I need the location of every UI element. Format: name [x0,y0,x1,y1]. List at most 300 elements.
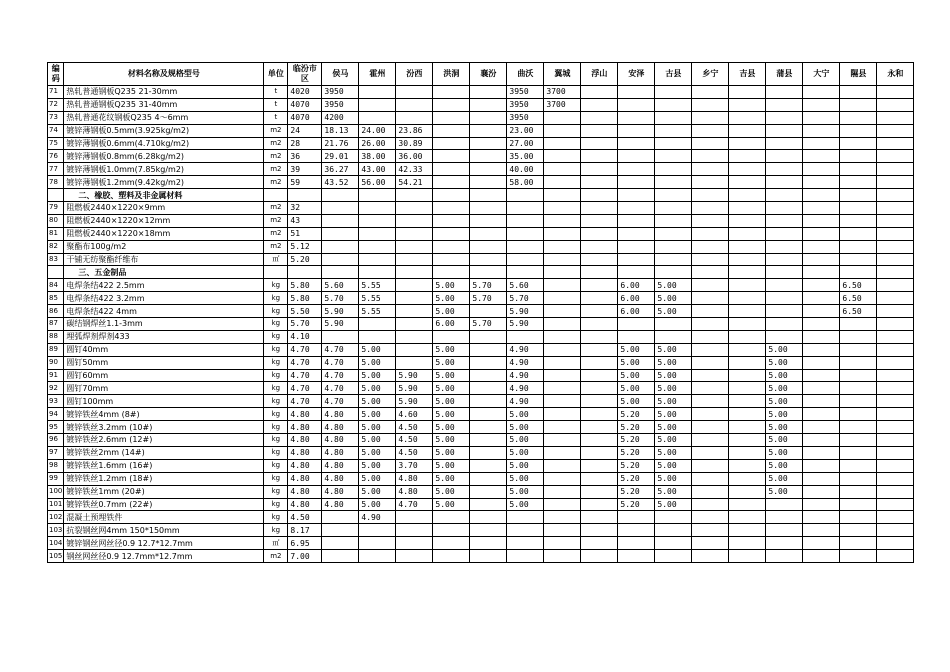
price-cell [840,550,877,563]
table-cell [618,189,655,202]
price-cell [581,369,618,382]
price-cell: 5.00 [359,485,396,498]
price-cell: 59 [288,176,322,189]
table-cell [766,189,803,202]
material-name: 混凝土预埋铁件 [64,511,264,524]
price-cell [396,86,433,99]
price-cell [655,111,692,124]
price-cell: 4.70 [322,382,359,395]
price-cell [544,150,581,163]
price-cell [433,227,470,240]
material-name: 圆钉100mm [64,395,264,408]
price-cell: 5.00 [766,485,803,498]
item-code: 98 [48,459,64,472]
price-cell [840,163,877,176]
item-code: 104 [48,537,64,550]
price-cell: 5.00 [766,369,803,382]
unit-cell: kg [264,382,288,395]
price-cell: 5.90 [396,382,433,395]
price-cell [655,240,692,253]
table-row [48,98,914,111]
price-cell [581,176,618,189]
price-cell [803,98,840,111]
material-name: 镀锌铁丝4mm (8#) [64,408,264,421]
price-cell: 5.00 [359,446,396,459]
price-cell [544,446,581,459]
price-cell [840,382,877,395]
price-cell: 5.00 [655,446,692,459]
price-cell: 5.00 [359,459,396,472]
material-name: 阻燃板2440×1220×9mm [64,202,264,215]
price-cell [544,227,581,240]
table-cell [692,189,729,202]
price-cell [618,253,655,266]
price-cell [618,537,655,550]
unit-cell: kg [264,318,288,331]
price-cell [618,227,655,240]
price-cell [692,382,729,395]
price-cell [803,434,840,447]
material-name: 镀锌薄钢板0.5mm(3.925kg/m2) [64,124,264,137]
price-cell [729,150,766,163]
column-header: 隰县 [840,63,877,86]
price-cell [877,240,914,253]
price-cell: 43.52 [322,176,359,189]
price-cell [470,421,507,434]
item-code: 94 [48,408,64,421]
price-cell [803,318,840,331]
price-cell [655,253,692,266]
material-name: 圆钉50mm [64,356,264,369]
price-cell [581,214,618,227]
price-cell [877,498,914,511]
column-header: 单位 [264,63,288,86]
price-cell [840,446,877,459]
column-header: 古县 [655,63,692,86]
price-cell [692,537,729,550]
price-cell [840,330,877,343]
table-cell [470,189,507,202]
price-cell: 4.90 [507,382,544,395]
price-cell: 4.90 [507,395,544,408]
price-cell [692,356,729,369]
price-cell: 4.70 [288,395,322,408]
price-cell [877,550,914,563]
price-cell [877,524,914,537]
price-cell: 5.70 [507,292,544,305]
item-code: 72 [48,98,64,111]
material-name: 镀锌铁丝3.2mm (10#) [64,421,264,434]
price-cell [655,318,692,331]
price-cell [544,292,581,305]
item-code: 102 [48,511,64,524]
price-cell: 58.00 [507,176,544,189]
price-cell: 5.00 [359,434,396,447]
price-cell [581,408,618,421]
price-cell [766,537,803,550]
unit-cell: m2 [264,163,288,176]
price-cell: 3950 [507,111,544,124]
price-cell: 36.27 [322,163,359,176]
price-cell: 3950 [507,86,544,99]
table-row [48,305,914,318]
price-cell [544,369,581,382]
material-name: 镀锌薄钢板1.0mm(7.85kg/m2) [64,163,264,176]
material-name: 镀锌薄钢板0.8mm(6.28kg/m2) [64,150,264,163]
price-cell [692,434,729,447]
price-cell: 3950 [322,86,359,99]
table-cell [729,266,766,279]
price-cell: 5.20 [618,434,655,447]
price-cell: 5.00 [433,421,470,434]
material-name: 钢丝网丝径0.9 12.7mm*12.7mm [64,550,264,563]
price-cell: 5.20 [618,446,655,459]
item-code: 103 [48,524,64,537]
price-cell [803,305,840,318]
price-cell [581,485,618,498]
price-cell: 56.00 [359,176,396,189]
price-cell [766,305,803,318]
price-cell [544,395,581,408]
price-cell: 5.80 [288,279,322,292]
price-cell: 4.80 [322,498,359,511]
price-cell [396,240,433,253]
price-cell: 5.00 [655,292,692,305]
price-cell [877,227,914,240]
price-cell [322,227,359,240]
price-cell: 5.00 [766,459,803,472]
price-cell: 39 [288,163,322,176]
price-cell: 5.00 [766,356,803,369]
price-cell [766,86,803,99]
price-cell [470,111,507,124]
price-cell: 4.80 [322,421,359,434]
price-cell [840,318,877,331]
material-name: 电焊条结422 4mm [64,305,264,318]
price-cell [322,214,359,227]
price-cell: 6.00 [618,305,655,318]
price-cell [655,511,692,524]
price-cell: 3950 [322,98,359,111]
price-cell [766,163,803,176]
price-cell [581,446,618,459]
price-cell [359,330,396,343]
price-cell [433,150,470,163]
price-cell: 5.00 [359,343,396,356]
section-spacer [48,189,64,202]
price-cell [433,98,470,111]
price-cell [618,550,655,563]
table-cell [655,266,692,279]
price-cell [322,330,359,343]
item-code: 100 [48,485,64,498]
price-cell [803,202,840,215]
price-cell [803,369,840,382]
item-code: 82 [48,240,64,253]
price-cell [581,537,618,550]
price-cell [507,524,544,537]
price-cell: 5.90 [322,318,359,331]
column-header: 材料名称及规格型号 [64,63,264,86]
price-cell [840,98,877,111]
table-row [48,395,914,408]
table-cell [877,189,914,202]
price-cell: 5.00 [507,434,544,447]
price-cell: 4.10 [288,330,322,343]
price-cell [544,279,581,292]
price-cell [581,356,618,369]
column-header: 大宁 [803,63,840,86]
price-cell [433,124,470,137]
price-cell [840,434,877,447]
price-cell: 32 [288,202,322,215]
price-cell [581,227,618,240]
price-cell [803,86,840,99]
price-cell [840,176,877,189]
price-cell: 4.60 [396,408,433,421]
table-cell [803,266,840,279]
table-row [48,485,914,498]
price-cell: 5.00 [766,472,803,485]
price-cell [396,111,433,124]
price-cell: 5.00 [359,498,396,511]
price-cell [729,550,766,563]
price-cell: 5.00 [766,343,803,356]
table-row [48,214,914,227]
price-cell [655,124,692,137]
price-cell [544,330,581,343]
price-cell [359,202,396,215]
table-row [48,202,914,215]
price-cell [470,343,507,356]
price-cell [470,511,507,524]
price-cell [655,176,692,189]
material-name: 圆钉70mm [64,382,264,395]
price-cell [470,485,507,498]
price-cell [470,137,507,150]
price-cell: 5.00 [655,421,692,434]
table-row [48,459,914,472]
price-cell [470,382,507,395]
price-cell: 6.00 [618,279,655,292]
column-header: 吉县 [729,63,766,86]
price-cell: 6.50 [840,292,877,305]
price-cell: 5.00 [433,395,470,408]
price-cell [877,163,914,176]
price-cell [470,498,507,511]
section-row [48,266,914,279]
material-name: 电焊条结422 2.5mm [64,279,264,292]
price-cell [692,176,729,189]
price-cell [692,511,729,524]
price-cell: 4.70 [322,395,359,408]
price-cell [877,485,914,498]
price-cell: 8.17 [288,524,322,537]
price-cell [507,511,544,524]
price-cell [692,163,729,176]
price-cell: 40.00 [507,163,544,176]
price-cell: 4.80 [396,472,433,485]
unit-cell: kg [264,434,288,447]
price-cell [618,150,655,163]
price-cell: 4.80 [322,408,359,421]
price-cell: 5.00 [655,498,692,511]
price-cell [581,253,618,266]
price-cell [877,369,914,382]
price-cell: 5.55 [359,292,396,305]
table-cell [618,266,655,279]
table-row [48,86,914,99]
price-cell [655,86,692,99]
price-cell [840,524,877,537]
price-cell: 5.00 [433,343,470,356]
price-cell: 5.20 [618,498,655,511]
item-code: 85 [48,292,64,305]
price-cell [544,550,581,563]
price-cell [433,163,470,176]
price-cell [618,202,655,215]
material-name: 电焊条结422 3.2mm [64,292,264,305]
price-cell [359,318,396,331]
price-cell: 5.00 [507,485,544,498]
material-name: 阻燃板2440×1220×18mm [64,227,264,240]
price-cell [692,343,729,356]
price-cell [803,472,840,485]
price-cell [729,343,766,356]
price-cell: 4.70 [288,369,322,382]
item-code: 71 [48,86,64,99]
material-name: 镀锌钢丝网丝径0.9 12.7*12.7mm [64,537,264,550]
item-code: 97 [48,446,64,459]
price-cell: 3700 [544,86,581,99]
price-cell [470,86,507,99]
price-cell [729,395,766,408]
price-cell: 5.00 [433,498,470,511]
price-cell [581,279,618,292]
table-row [48,343,914,356]
price-cell [544,472,581,485]
price-cell [396,511,433,524]
item-code: 89 [48,343,64,356]
price-cell [877,343,914,356]
price-cell [729,408,766,421]
price-cell [544,498,581,511]
item-code: 86 [48,305,64,318]
price-cell: 5.00 [359,369,396,382]
price-cell [544,408,581,421]
column-header: 乡宁 [692,63,729,86]
price-cell [544,111,581,124]
price-table [47,62,914,563]
price-cell [692,98,729,111]
price-cell [877,137,914,150]
table-row [48,292,914,305]
price-cell [618,318,655,331]
price-cell [877,305,914,318]
price-cell [396,537,433,550]
price-cell: 5.20 [618,408,655,421]
price-cell [803,137,840,150]
price-cell [581,330,618,343]
price-cell [729,369,766,382]
price-cell [581,292,618,305]
price-cell [729,292,766,305]
price-cell: 5.50 [288,305,322,318]
column-header: 永和 [877,63,914,86]
price-cell [618,98,655,111]
price-cell: 5.70 [470,279,507,292]
price-cell [581,550,618,563]
column-header: 蒲县 [766,63,803,86]
price-cell: 5.00 [655,434,692,447]
price-cell: 5.00 [359,382,396,395]
price-cell [692,227,729,240]
price-cell [803,550,840,563]
price-cell [803,292,840,305]
price-cell: 4070 [288,98,322,111]
price-cell [544,382,581,395]
unit-cell: ㎡ [264,253,288,266]
price-cell: 5.20 [288,253,322,266]
price-cell: 5.00 [433,382,470,395]
item-code: 95 [48,421,64,434]
price-cell [692,305,729,318]
price-cell [877,472,914,485]
unit-cell: kg [264,369,288,382]
price-cell [618,330,655,343]
price-cell: 5.00 [433,356,470,369]
price-cell [692,395,729,408]
price-cell: 30.89 [396,137,433,150]
price-cell: 4070 [288,111,322,124]
price-cell: 6.50 [840,305,877,318]
price-cell [433,537,470,550]
table-cell [581,266,618,279]
price-cell [322,524,359,537]
price-cell [507,202,544,215]
price-cell: 5.00 [433,369,470,382]
price-cell: 5.00 [359,472,396,485]
price-cell [877,330,914,343]
price-cell [470,434,507,447]
price-cell [396,356,433,369]
price-cell [322,253,359,266]
column-header: 编码 [48,63,64,86]
price-cell [803,446,840,459]
price-cell [470,214,507,227]
unit-cell: kg [264,395,288,408]
table-cell [359,266,396,279]
price-cell: 24.00 [359,124,396,137]
price-cell: 5.55 [359,279,396,292]
price-cell [655,163,692,176]
price-cell [544,240,581,253]
price-cell: 43.00 [359,163,396,176]
price-cell: 5.00 [766,408,803,421]
unit-cell: kg [264,498,288,511]
price-cell [433,511,470,524]
price-cell: 4.70 [396,498,433,511]
price-cell [692,421,729,434]
price-cell: 5.00 [655,395,692,408]
price-cell [840,214,877,227]
table-cell [433,266,470,279]
price-cell [840,498,877,511]
price-cell [322,511,359,524]
price-cell [655,202,692,215]
unit-cell: m2 [264,137,288,150]
price-cell [692,446,729,459]
